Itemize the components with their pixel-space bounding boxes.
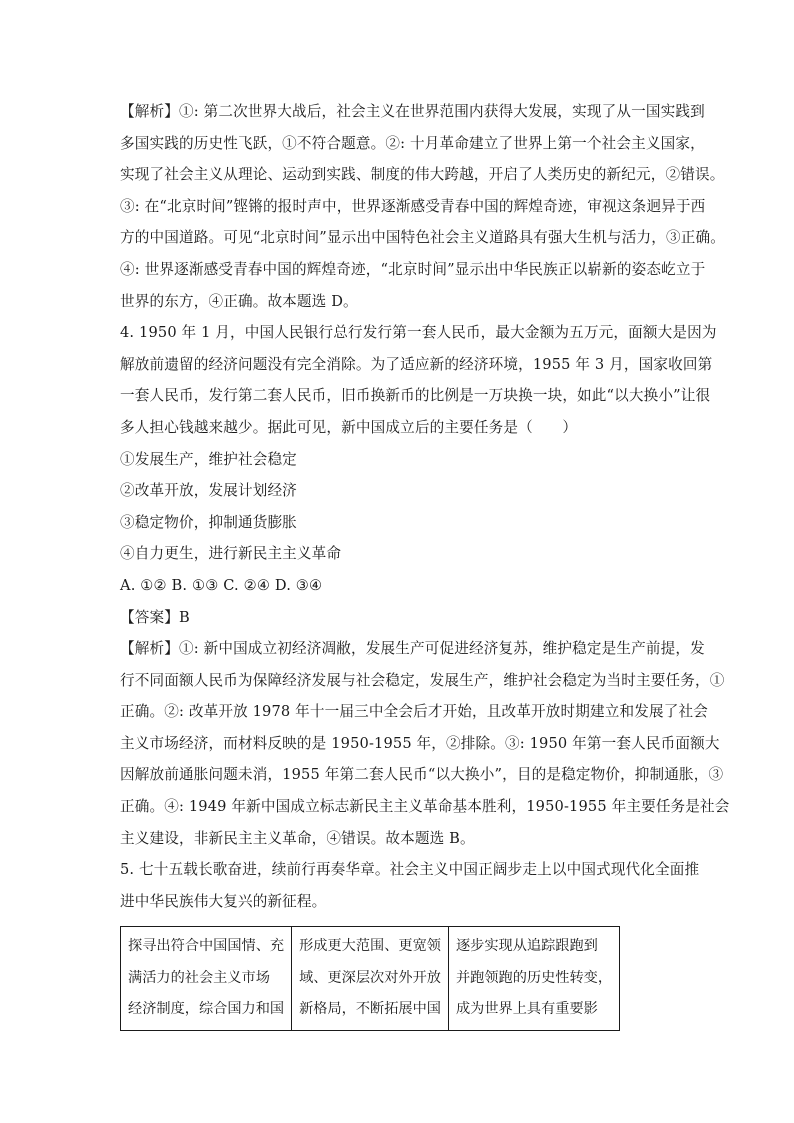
question-stem-line: 解放前遗留的经济问题没有完全消除。为了适应新的经济环境，1955 年 3 月，国家收回第 bbox=[120, 355, 713, 373]
answer-choices: A. ①② B. ①③ C. ②④ D. ③④ bbox=[120, 576, 323, 594]
cell-line: 并跑领跑的历史性转变， bbox=[455, 969, 613, 986]
cell-line: 新格局，不断拓展中国 bbox=[299, 1001, 441, 1018]
option-item: ②改革开放，发展计划经济 bbox=[120, 482, 297, 500]
question-stem-line: 4. 1950 年 1 月，中国人民银行总行发行第一套人民币，最大金额为五万元，面额大是因为 bbox=[120, 324, 717, 342]
analysis-line: 实现了社会主义从理论、运动到实践、制度的伟大跨越，开启了人类历史的新纪元，②错误。 bbox=[120, 166, 725, 184]
analysis-line: 多国实践的历史性飞跃，①不符合题意。②: 十月革命建立了世界上第一个社会主义国家， bbox=[120, 134, 705, 152]
table-row bbox=[121, 927, 620, 1031]
cell-line: 成为世界上具有重要影 bbox=[455, 1001, 598, 1018]
question-4 bbox=[120, 317, 730, 854]
cell-line: 形成更大范围、更宽领 bbox=[299, 938, 441, 955]
cell-line: 域、更深层次对外开放 bbox=[299, 969, 441, 986]
option-item: ③稳定物价，抑制通货膨胀 bbox=[120, 513, 297, 531]
analysis-line: 世界的东方，④正确。故本题选 D。 bbox=[120, 292, 358, 310]
question-stem-line: 一套人民币，发行第二套人民币，旧币换新币的比例是一万块换一块，如此“以大换小”让很 bbox=[120, 387, 711, 405]
cell-line: 探寻出符合中国国情、充 bbox=[128, 938, 285, 955]
cell-line: 经济制度，综合国力和国 bbox=[128, 1001, 285, 1018]
document-page bbox=[120, 96, 730, 1031]
analysis-line: 正确。④: 1949 年新中国成立标志新民主主义革命基本胜利，1950-1955 年主要任务是社会 bbox=[120, 798, 730, 816]
table-cell bbox=[121, 927, 292, 1031]
analysis-line: 【解析】①: 第二次世界大战后，社会主义在世界范围内获得大发展，实现了从一国实践到 bbox=[120, 103, 705, 120]
analysis-q3 bbox=[120, 96, 725, 317]
analysis-line: 行不同面额人民币为保障经济发展与社会稳定，发展生产，维护社会稳定为当时主要任务，① bbox=[120, 671, 725, 689]
analysis-line: 方的中国道路。可见“北京时间”显示出中国特色社会主义道路具有强大生机与活力，③正确。 bbox=[120, 229, 725, 247]
question-stem-line: 5. 七十五载长歌奋进，续前行再奏华章。社会主义中国正阔步走上以中国式现代化全面推 bbox=[120, 861, 700, 879]
option-item: ①发展生产，维护社会稳定 bbox=[120, 450, 297, 468]
table-cell bbox=[448, 927, 619, 1031]
question-5 bbox=[120, 854, 700, 1031]
answer-line: 【答案】B bbox=[120, 608, 190, 626]
cell-line: 逐步实现从追踪跟跑到 bbox=[455, 938, 598, 955]
table-cell bbox=[292, 927, 449, 1031]
analysis-line: 主义建设，非新民主主义革命，④错误。故本题选 B。 bbox=[120, 829, 475, 847]
analysis-line: ③: 在“北京时间”铿锵的报时声中，世界逐渐感受青春中国的辉煌奇迹，审视这条迥异于西 bbox=[120, 197, 706, 215]
analysis-line: 正确。②: 改革开放 1978 年十一届三中全会后才开始，且改革开放时期建立和发展了社会 bbox=[120, 703, 708, 721]
analysis-line: 【解析】①: 新中国成立初经济凋敝，发展生产可促进经济复苏，维护稳定是生产前提，发 bbox=[120, 640, 705, 658]
question-stem-line: 多人担心钱越来越少。据此可见，新中国成立后的主要任务是（ ） bbox=[120, 418, 578, 436]
question-stem-line: 进中华民族伟大复兴的新征程。 bbox=[120, 892, 327, 910]
analysis-line: 因解放前通胀问题未消，1955 年第二套人民币“以大换小”，目的是稳定物价，抑制通胀，③ bbox=[120, 766, 724, 784]
option-item: ④自力更生，进行新民主主义革命 bbox=[120, 545, 342, 563]
cell-line: 满活力的社会主义市场 bbox=[128, 969, 270, 986]
analysis-line: 主义市场经济，而材料反映的是 1950-1955 年，②排除。③: 1950 年第一套人民币面额大 bbox=[120, 734, 720, 752]
material-table bbox=[120, 926, 620, 1031]
analysis-line: ④: 世界逐渐感受青春中国的辉煌奇迹，“北京时间”显示出中华民族正以崭新的姿态屹立于 bbox=[120, 260, 706, 278]
